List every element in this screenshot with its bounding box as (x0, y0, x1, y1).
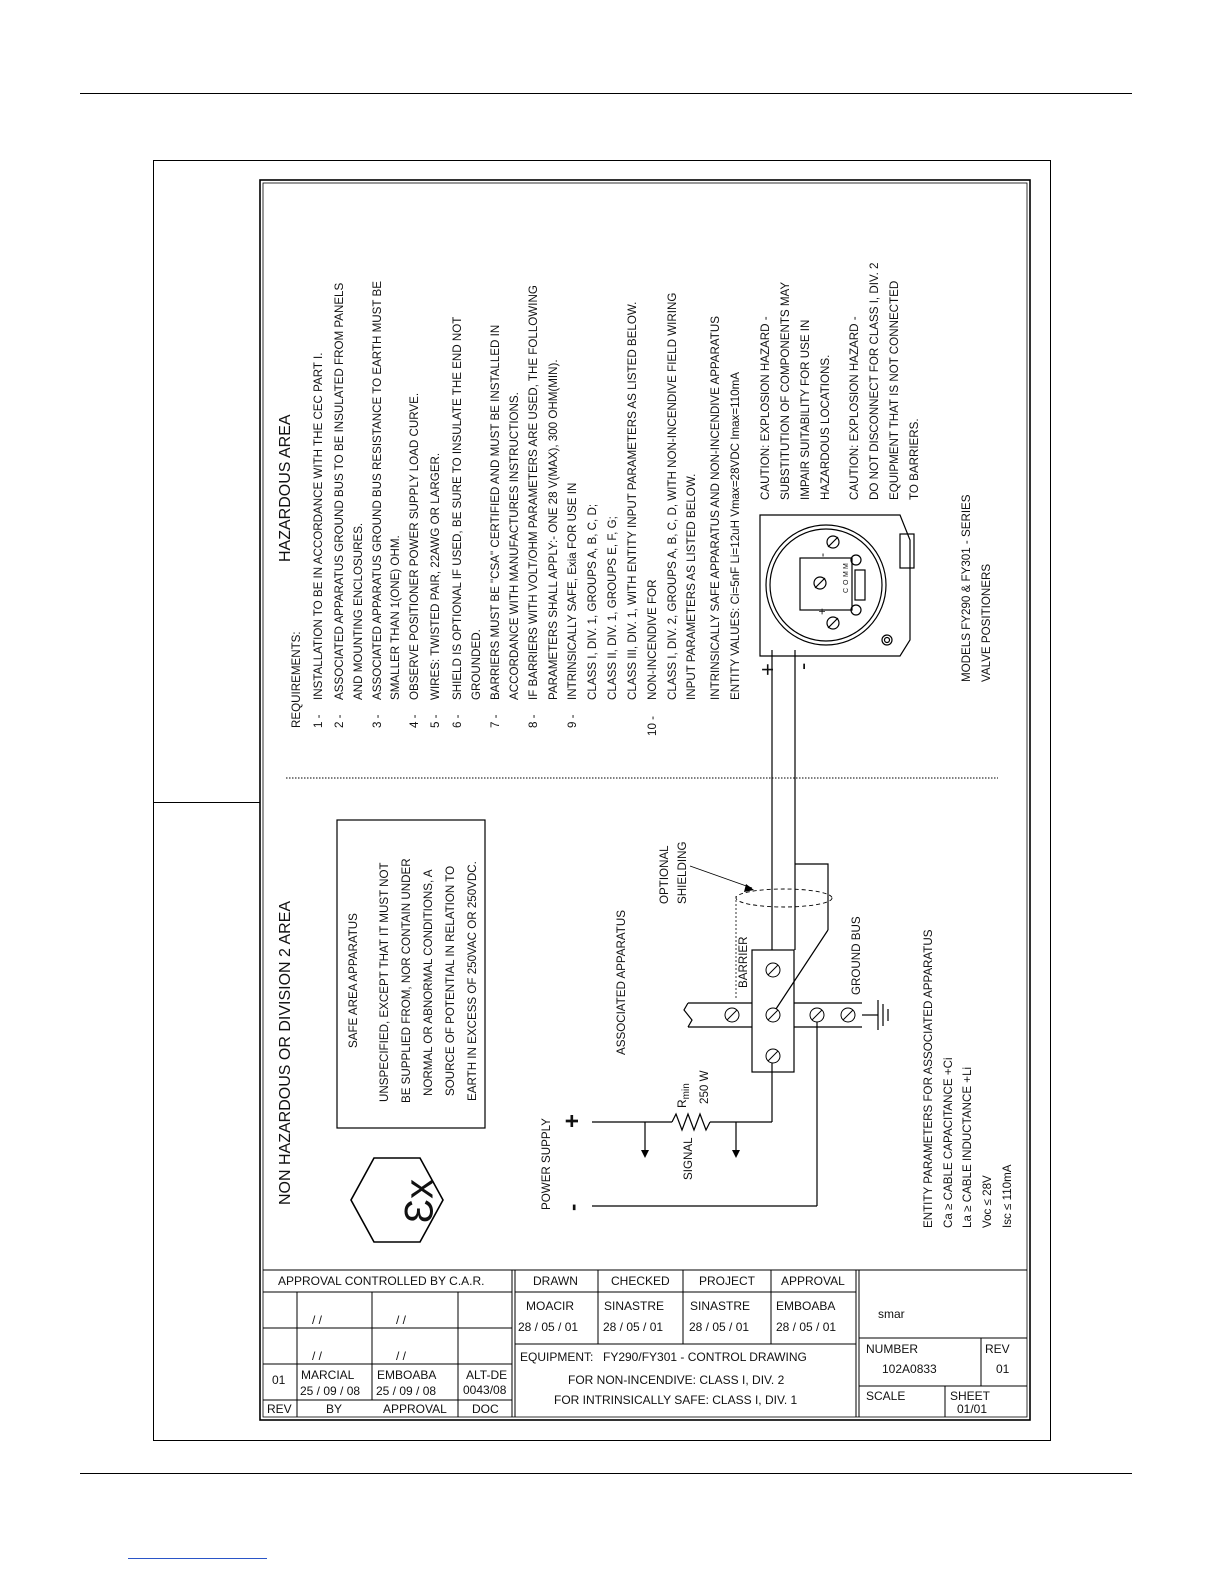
safe-area-title: SAFE AREA APPARATUS (347, 913, 360, 1048)
req-line: SMALLER THAN 1(ONE) OHM. (389, 535, 402, 700)
requirements-title: REQUIREMENTS: (290, 631, 303, 728)
number-label: NUMBER (866, 1342, 919, 1356)
power-supply-label: POWER SUPPLY (540, 1118, 553, 1210)
entity-params-title: ENTITY PARAMETERS FOR ASSOCIATED APPARATUS (922, 929, 935, 1228)
safe-area-line: EARTH IN EXCESS OF 250VAC OR 250VDC. (466, 861, 479, 1101)
header-approval: APPROVAL (781, 1274, 845, 1288)
req-line: ASSOCIATED APPARATUS GROUND BUS RESISTANCE TO EARTH MUST BE (371, 281, 384, 700)
optional-label: OPTIONAL (658, 845, 671, 904)
entity-param-line: Ca ≥ CABLE CAPACITANCE +Ci (942, 1057, 955, 1228)
caution-line: CAUTION: EXPLOSION HAZARD - (759, 316, 772, 500)
doc-line-1: ALT-DE (466, 1368, 508, 1382)
rev-value: 01 (272, 1373, 286, 1387)
drawn-name: MOACIR (526, 1299, 574, 1313)
models-line: VALVE POSITIONERS (980, 563, 993, 682)
project-date: 28 / 05 / 01 (689, 1320, 750, 1334)
doc-line-2: 0043/08 (463, 1383, 507, 1397)
shielding-pointer (690, 866, 752, 888)
caution-line: IMPAIR SUITABILITY FOR USE IN (799, 319, 812, 500)
req-num: 4 - (408, 714, 421, 728)
rev-label: REV (985, 1342, 1010, 1356)
hazardous-minus-wire-b (795, 864, 828, 930)
associated-apparatus-label: ASSOCIATED APPARATUS (615, 910, 628, 1055)
rev-approval-name: EMBOABA (377, 1368, 437, 1382)
req-num: 6 - (451, 714, 464, 728)
header-drawn: DRAWN (533, 1274, 578, 1288)
req-num: 9 - (566, 714, 579, 728)
req-line: ACCORDANCE WITH MANUFACTURES INSTRUCTIONS. (508, 392, 521, 700)
req-line: INSTALLATION TO BE IN ACCORDANCE WITH THE CEC PART I. (312, 352, 325, 700)
caution-line: DO NOT DISCONNECT FOR CLASS I, DIV. 2 (868, 262, 881, 500)
ground-bus-label: GROUND BUS (850, 916, 863, 995)
hazardous-minus-sign: - (790, 662, 815, 670)
optional-shielding-ellipse (736, 889, 832, 907)
rev-approval-date: 25 / 09 / 08 (376, 1384, 437, 1398)
approval-name: EMBOABA (776, 1299, 836, 1313)
entity-title: INTRINSICALLY SAFE APPARATUS AND NON-INCENDIVE APPARATUS (709, 316, 722, 700)
project-name: SINASTRE (690, 1299, 751, 1313)
positioner-plus: + (815, 607, 829, 615)
req-num: 3 - (371, 714, 384, 728)
positioner-minus: - (815, 553, 829, 557)
entity-param-line: Isc ≤ 110mA (1001, 1164, 1014, 1228)
power-supply-minus: - (560, 1203, 585, 1211)
req-line: INPUT PARAMETERS AS LISTED BELOW. (685, 473, 698, 700)
terminal-label: C (843, 587, 850, 593)
checked-date: 28 / 05 / 01 (603, 1320, 664, 1334)
empty-approval-date: / / (396, 1349, 407, 1363)
hazardous-plus-sign: + (755, 663, 780, 676)
requirements-list (290, 262, 1014, 1228)
non-hazardous-area-title: NON HAZARDOUS OR DIVISION 2 AREA (277, 900, 294, 1205)
smar-logo: smar (878, 1307, 905, 1321)
shielding-label: SHIELDING (676, 841, 689, 904)
req-line: CLASS I, DIV. 2, GROUPS A, B, C, D, WITH NON-INCENDIVE FIELD WIRING (666, 292, 679, 700)
equipment-line-2: FOR INTRINSICALLY SAFE: CLASS I, DIV. 1 (554, 1393, 798, 1407)
ground-symbol-icon (878, 1000, 888, 1030)
ex-hexagon-icon (351, 1158, 443, 1242)
req-line: AND MOUNTING ENCLOSURES. (352, 522, 365, 700)
hazardous-area-title: HAZARDOUS AREA (277, 414, 294, 562)
header-project: PROJECT (699, 1274, 756, 1288)
title-block (263, 1270, 1027, 1417)
terminal-label: M (843, 563, 850, 569)
models-line: MODELS FY290 & FY301 - SERIES (960, 494, 973, 682)
empty-approval-date: / / (396, 1313, 407, 1327)
number-value: 102A0833 (882, 1362, 937, 1376)
req-num: 8 - (527, 714, 540, 728)
req-num: 5 - (429, 714, 442, 728)
caution-line: EQUIPMENT THAT IS NOT CONNECTED (888, 280, 901, 500)
approval-controlled-label: APPROVAL CONTROLLED BY C.A.R. (278, 1274, 485, 1288)
caution-line: TO BARRIERS. (908, 418, 921, 500)
signal-arrowhead-icon (732, 1150, 740, 1158)
signal-arrowhead-icon (641, 1150, 649, 1158)
req-line: ASSOCIATED APPARATUS GROUND BUS TO BE INSULATED FROM PANELS (333, 282, 346, 700)
req-line: NON-INCENDIVE FOR (646, 579, 659, 700)
req-num: 1 - (312, 714, 325, 728)
rmin-watts-label: 250 W (698, 1070, 711, 1104)
equipment-label: EQUIPMENT: (520, 1350, 594, 1364)
req-line: INTRINSICALLY SAFE, Exia FOR USE IN (566, 482, 579, 700)
rev-by-name: MARCIAL (301, 1368, 355, 1382)
ex-symbol-label: Ɛx (397, 1178, 442, 1224)
doc-col-label: DOC (472, 1402, 499, 1416)
checked-name: SINASTRE (604, 1299, 665, 1313)
rev-col-label: REV (267, 1402, 292, 1416)
caution-line: CAUTION: EXPLOSION HAZARD - (848, 316, 861, 500)
req-line: CLASS I, DIV. 1, GROUPS A, B, C, D; (586, 503, 599, 700)
ground-bus-break (684, 1003, 692, 1027)
safe-area-text (347, 858, 479, 1103)
rev-number: 01 (996, 1362, 1010, 1376)
req-line: GROUNDED. (470, 629, 483, 700)
sheet-label: SHEET (950, 1389, 991, 1403)
req-line: CLASS II, DIV. 1, GROUPS E, F, G; (606, 516, 619, 700)
req-num: 10 - (646, 716, 659, 736)
req-line: IF BARRIERS WITH VOLT/OHM PARAMETERS ARE USED, THE FOLLOWING (527, 285, 540, 700)
safe-area-line: BE SUPPLIED FROM, NOR CONTAIN UNDER (400, 858, 413, 1103)
scale-label: SCALE (866, 1389, 906, 1403)
equipment-value: FY290/FY301 - CONTROL DRAWING (603, 1350, 807, 1364)
terminal-label: M (843, 571, 850, 577)
rmin-label: $R_{min}$ (675, 1083, 692, 1108)
barrier-label: BARRIER (737, 936, 750, 988)
req-line: CLASS III, DIV. 1, WITH ENTITY INPUT PARAMETERS AS LISTED BELOW. (626, 301, 639, 700)
req-line: SHIELD IS OPTIONAL IF USED, BE SURE TO INSULATE THE END NOT (451, 316, 464, 700)
req-line: OBSERVE POSITIONER POWER SUPPLY LOAD CURVE. (408, 392, 421, 700)
terminal-label: O (843, 579, 850, 585)
req-line: WIRES: TWISTED PAIR, 22AWG OR LARGER. (429, 452, 442, 700)
drawn-date: 28 / 05 / 01 (518, 1320, 579, 1334)
req-num: 7 - (489, 714, 502, 728)
approval-date: 28 / 05 / 01 (776, 1320, 837, 1334)
empty-by-date: / / (312, 1313, 323, 1327)
caution-line: HAZARDOUS LOCATIONS. (819, 354, 832, 500)
header-checked: CHECKED (611, 1274, 670, 1288)
req-num: 2 - (333, 714, 346, 728)
by-col-label: BY (326, 1402, 343, 1416)
signal-label: SIGNAL (682, 1137, 695, 1180)
entity-values: ENTITY VALUES: Ci=5nF Li=12uH Vmax=28VDC Imax=110mA (729, 372, 742, 700)
safe-area-line: SOURCE OF POTENTIAL IN RELATION TO (444, 865, 457, 1096)
safe-area-line: NORMAL OR ABNORMAL CONDITIONS, A (422, 869, 435, 1096)
sheet-value: 01/01 (957, 1402, 988, 1416)
req-line: PARAMETERS SHALL APPLY:- ONE 28 V(MAX), 300 OHM(MIN). (547, 359, 560, 700)
positioner-housing-icon (760, 515, 914, 656)
barrier-diagonal-link (772, 930, 828, 1015)
rev-by-date: 25 / 09 / 08 (300, 1384, 361, 1398)
approval-col-label: APPROVAL (383, 1402, 447, 1416)
circuit (592, 650, 878, 1206)
equipment-line-1: FOR NON-INCENDIVE: CLASS I, DIV. 2 (568, 1373, 785, 1387)
entity-param-line: La ≥ CABLE INDUCTANCE +Li (961, 1066, 974, 1228)
empty-by-date: / / (312, 1349, 323, 1363)
power-supply-plus: + (559, 1113, 586, 1128)
entity-param-line: Voc ≤ 28V (981, 1175, 994, 1228)
req-line: BARRIERS MUST BE "CSA" CERTIFIED AND MUST BE INSTALLED IN (489, 324, 502, 700)
circuit-labels (540, 663, 863, 1211)
rmin-resistor (672, 1114, 710, 1130)
safe-area-line: UNSPECIFIED, EXCEPT THAT IT MUST NOT (378, 862, 391, 1102)
caution-line: SUBSTITUTION OF COMPONENTS MAY (779, 281, 792, 500)
